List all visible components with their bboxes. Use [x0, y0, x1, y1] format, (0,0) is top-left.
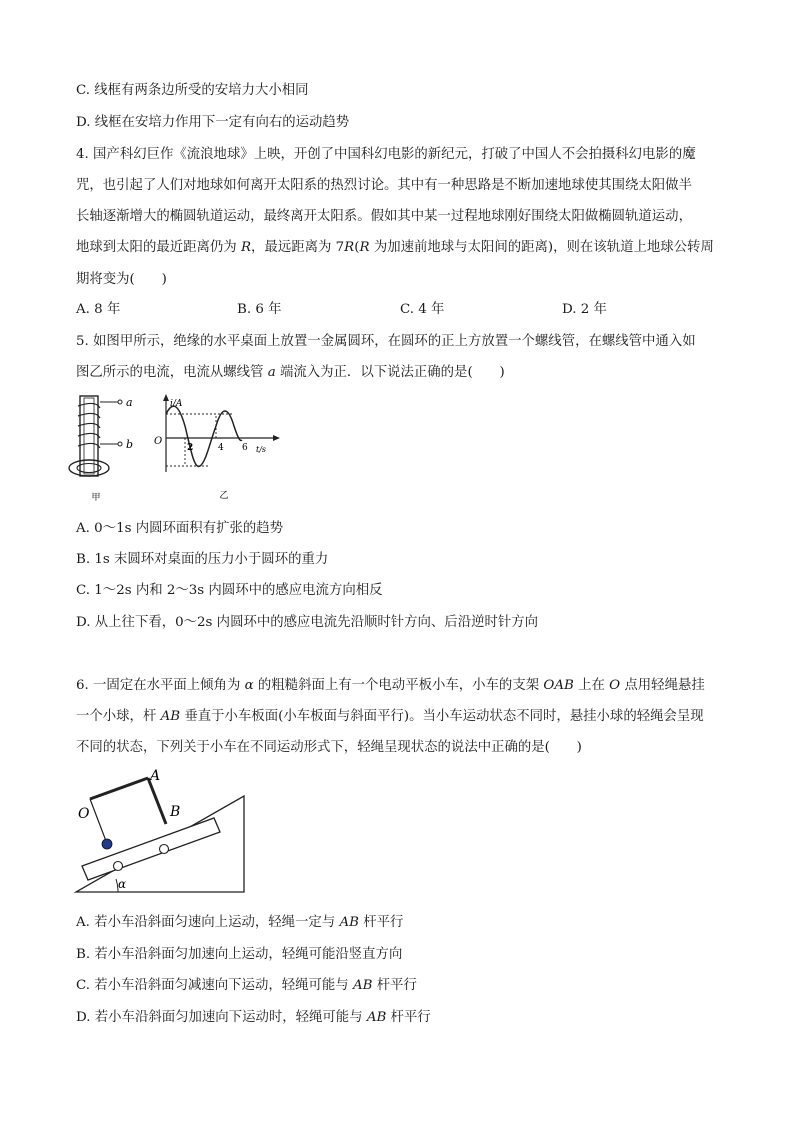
- q6-text: 上在: [573, 678, 610, 693]
- y-axis-label: i/A: [170, 399, 183, 409]
- q4-text: 为加速前地球与太阳间的距离)，则在该轨道上地球公转周: [369, 240, 714, 255]
- q6-text: 点用轻绳悬挂: [620, 678, 705, 693]
- point-a-label: A: [150, 768, 161, 784]
- q6-option-text: A. 若小车沿斜面匀速向上运动，轻绳一定与: [76, 915, 340, 930]
- angle-alpha-label: α: [118, 877, 127, 891]
- origin-label: O: [154, 436, 163, 447]
- q6-line-1: [76, 676, 705, 696]
- incline-cart-figure: [72, 766, 252, 898]
- q4-text: ，最远距离为 7: [251, 240, 345, 255]
- q5-option-c: C. 1～2s 内和 2～3s 内圆环中的感应电流方向相反: [76, 583, 383, 598]
- q6-text: 的粗糙斜面上有一个电动平板小车，小车的支架: [253, 678, 544, 693]
- x-axis-label: t/s: [256, 445, 267, 454]
- figure-yi-label: 乙: [219, 491, 229, 501]
- q6-option-d: [76, 1008, 431, 1028]
- var-r: R: [344, 240, 355, 255]
- var-ab: AB: [160, 709, 181, 724]
- q5-option-b: B. 1s 末圆环对桌面的压力小于圆环的重力: [76, 552, 329, 567]
- q5-line-2: [76, 363, 505, 383]
- q4-line-4: [76, 238, 714, 258]
- q4-text: 地球到太阳的最近距离仍为: [76, 240, 241, 255]
- tick-2: 2: [187, 443, 194, 453]
- tick-6: 6: [242, 443, 248, 453]
- q6-text: 垂直于小车板面(小车板面与斜面平行)。当小车运动状态不同时，悬挂小球的轻绳会呈现: [180, 709, 704, 724]
- q6-option-a: [76, 913, 403, 933]
- q6-option-c: [76, 976, 417, 996]
- point-b-label: B: [170, 804, 181, 820]
- q5-text: 端流入为正．以下说法正确的是( ): [275, 365, 505, 380]
- option-d-prev: D. 线框在安培力作用下一定有向右的运动趋势: [76, 115, 350, 130]
- q4-option-a: A. 8 年: [76, 302, 121, 317]
- var-alpha: α: [244, 678, 254, 693]
- var-r: R: [359, 240, 370, 255]
- terminal-b-label: b: [126, 438, 134, 451]
- var-oab: OAB: [543, 678, 574, 693]
- q5-line-1: 5. 如图甲所示，绝缘的水平桌面上放置一金属圆环，在圆环的正上方放置一个螺线管，在螺线管中通入如: [76, 334, 696, 349]
- var-ab: AB: [352, 978, 373, 993]
- q4-option-b: B. 6 年: [237, 302, 282, 317]
- q6-option-text: B. 若小车沿斜面匀加速向上运动，轻绳可能沿竖直方向: [76, 947, 403, 962]
- q6-option-b: [76, 945, 402, 965]
- q6-option-tail: 杆平行: [372, 978, 417, 993]
- q4-line-2: 咒，也引起了人们对地球如何离开太阳系的热烈讨论。其中有一种思路是不断加速地球使其围绕太阳做半: [76, 178, 692, 193]
- terminal-a-label: a: [126, 396, 133, 409]
- q6-text: 一个小球，杆: [76, 709, 161, 724]
- q4-line-3: 长轴逐渐增大的椭圆轨道运动，最终离开太阳系。假如其中某一过程地球刚好围绕太阳做椭圆轨道运动，: [76, 209, 692, 224]
- var-a: a: [267, 365, 276, 380]
- q4-text: (: [354, 240, 360, 255]
- q6-option-text: D. 若小车沿斜面匀加速向下运动时，轻绳可能与: [76, 1010, 367, 1025]
- q4-option-c: C. 4 年: [400, 302, 445, 317]
- q6-line-2: [76, 707, 704, 727]
- var-ab: AB: [339, 915, 359, 930]
- var-o: O: [609, 678, 621, 693]
- q6-line-3: 不同的状态，下列关于小车在不同运动形式下，轻绳呈现状态的说法中正确的是( ): [76, 740, 582, 755]
- var-ab: AB: [366, 1010, 387, 1025]
- q6-option-text: C. 若小车沿斜面匀减速向下运动，轻绳可能与: [76, 978, 353, 993]
- option-c-prev: C. 线框有两条边所受的安培力大小相同: [76, 83, 309, 98]
- q6-option-tail: 杆平行: [359, 915, 404, 930]
- q4-line-5: 期将变为( ): [76, 272, 167, 287]
- q4-line-1: 4. 国产科幻巨作《流浪地球》上映，开创了中国科幻电影的新纪元，打破了中国人不会拍摄科幻电影的魔: [76, 147, 696, 162]
- q5-text: 图乙所示的电流，电流从螺线管: [76, 365, 268, 380]
- q6-option-tail: 杆平行: [386, 1010, 431, 1025]
- tick-4: 4: [218, 443, 224, 453]
- q4-option-d: D. 2 年: [562, 302, 607, 317]
- figure-jia-label: 甲: [91, 493, 101, 503]
- point-o-label: O: [78, 806, 90, 822]
- current-time-graph: [152, 392, 282, 504]
- q6-text: 6. 一固定在水平面上倾角为: [76, 678, 245, 693]
- q5-option-d: D. 从上往下看，0～2s 内圆环中的感应电流先沿顺时针方向、后沿逆时针方向: [76, 615, 539, 630]
- q5-option-a: A. 0～1s 内圆环面积有扩张的趋势: [76, 521, 284, 536]
- var-r: R: [240, 240, 252, 255]
- solenoid-ring-figure: [66, 392, 150, 504]
